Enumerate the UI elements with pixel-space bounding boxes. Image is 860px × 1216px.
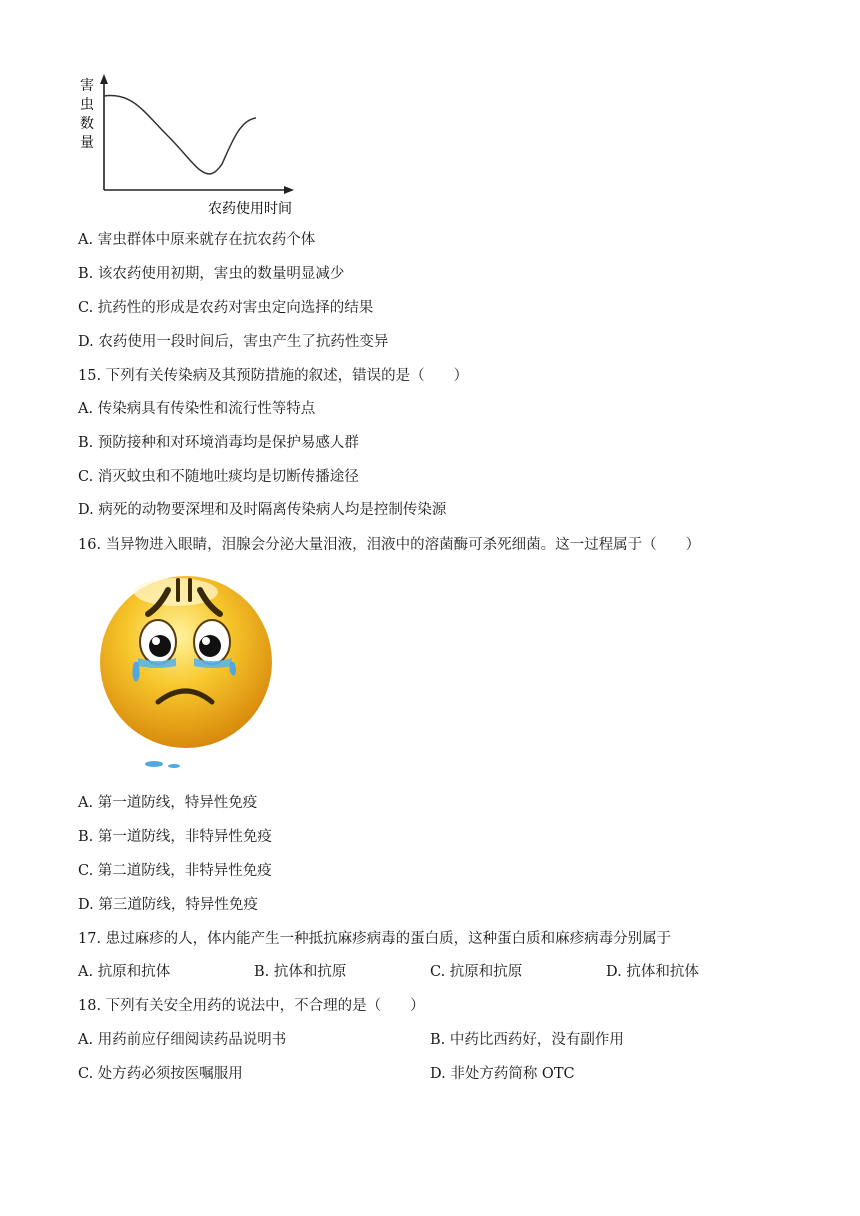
q14-option-d: D. 农药使用一段时间后，害虫产生了抗药性变异 — [78, 334, 389, 350]
q17-option-c: C. 抗原和抗原 — [430, 964, 523, 980]
q14-option-c: C. 抗药性的形成是农药对害虫定向选择的结果 — [78, 300, 374, 316]
q18-stem: 18. 下列有关安全用药的说法中，不合理的是（ ） — [78, 998, 425, 1014]
q16-option-c: C. 第二道防线，非特异性免疫 — [78, 863, 272, 879]
q14-option-a: A. 害虫群体中原来就存在抗农药个体 — [78, 232, 316, 248]
population-curve — [104, 95, 256, 173]
x-axis-label: 农药使用时间 — [208, 201, 292, 217]
q17-option-a: A. 抗原和抗体 — [78, 964, 171, 980]
y-label-char: 数 — [80, 116, 94, 132]
q15-option-b: B. 预防接种和对环境消毒均是保护易感人群 — [78, 435, 359, 451]
pest-population-graph — [74, 72, 314, 222]
x-axis-arrow — [284, 186, 294, 194]
y-label-char: 量 — [80, 135, 94, 151]
q18-option-b: B. 中药比西药好，没有副作用 — [430, 1032, 624, 1048]
q16-option-b: B. 第一道防线，非特异性免疫 — [78, 829, 272, 845]
y-label-char: 虫 — [80, 97, 94, 113]
y-axis-label — [80, 78, 94, 151]
q15-option-d: D. 病死的动物要深埋和及时隔离传染病人均是控制传染源 — [78, 502, 447, 518]
q15-option-a: A. 传染病具有传染性和流行性等特点 — [78, 401, 316, 417]
q15-option-c: C. 消灭蚊虫和不随地吐痰均是切断传播途径 — [78, 469, 359, 485]
q17-stem: 17. 患过麻疹的人，体内能产生一种抵抗麻疹病毒的蛋白质，这种蛋白质和麻疹病毒分别属于 — [78, 931, 672, 947]
q16-stem: 16. 当异物进入眼睛，泪腺会分泌大量泪液，泪液中的溶菌酶可杀死细菌。这一过程属于（ ） — [78, 537, 701, 553]
q16-option-a: A. 第一道防线，特异性免疫 — [78, 795, 258, 811]
q14-option-b: B. 该农药使用初期，害虫的数量明显减少 — [78, 266, 345, 282]
q18-option-c: C. 处方药必须按医嘱服用 — [78, 1066, 243, 1082]
y-axis-arrow — [100, 74, 108, 84]
crying-emoji-image — [88, 566, 298, 776]
q16-option-d: D. 第三道防线，特异性免疫 — [78, 897, 258, 913]
q18-option-a: A. 用药前应仔细阅读药品说明书 — [78, 1032, 287, 1048]
q17-option-d: D. 抗体和抗体 — [606, 964, 699, 980]
tear-puddle — [145, 761, 163, 767]
q18-option-d: D. 非处方药简称 OTC — [430, 1066, 575, 1082]
y-label-char: 害 — [80, 78, 94, 94]
q15-stem: 15. 下列有关传染病及其预防措施的叙述，错误的是（ ） — [78, 368, 469, 384]
q17-option-b: B. 抗体和抗原 — [254, 964, 347, 980]
